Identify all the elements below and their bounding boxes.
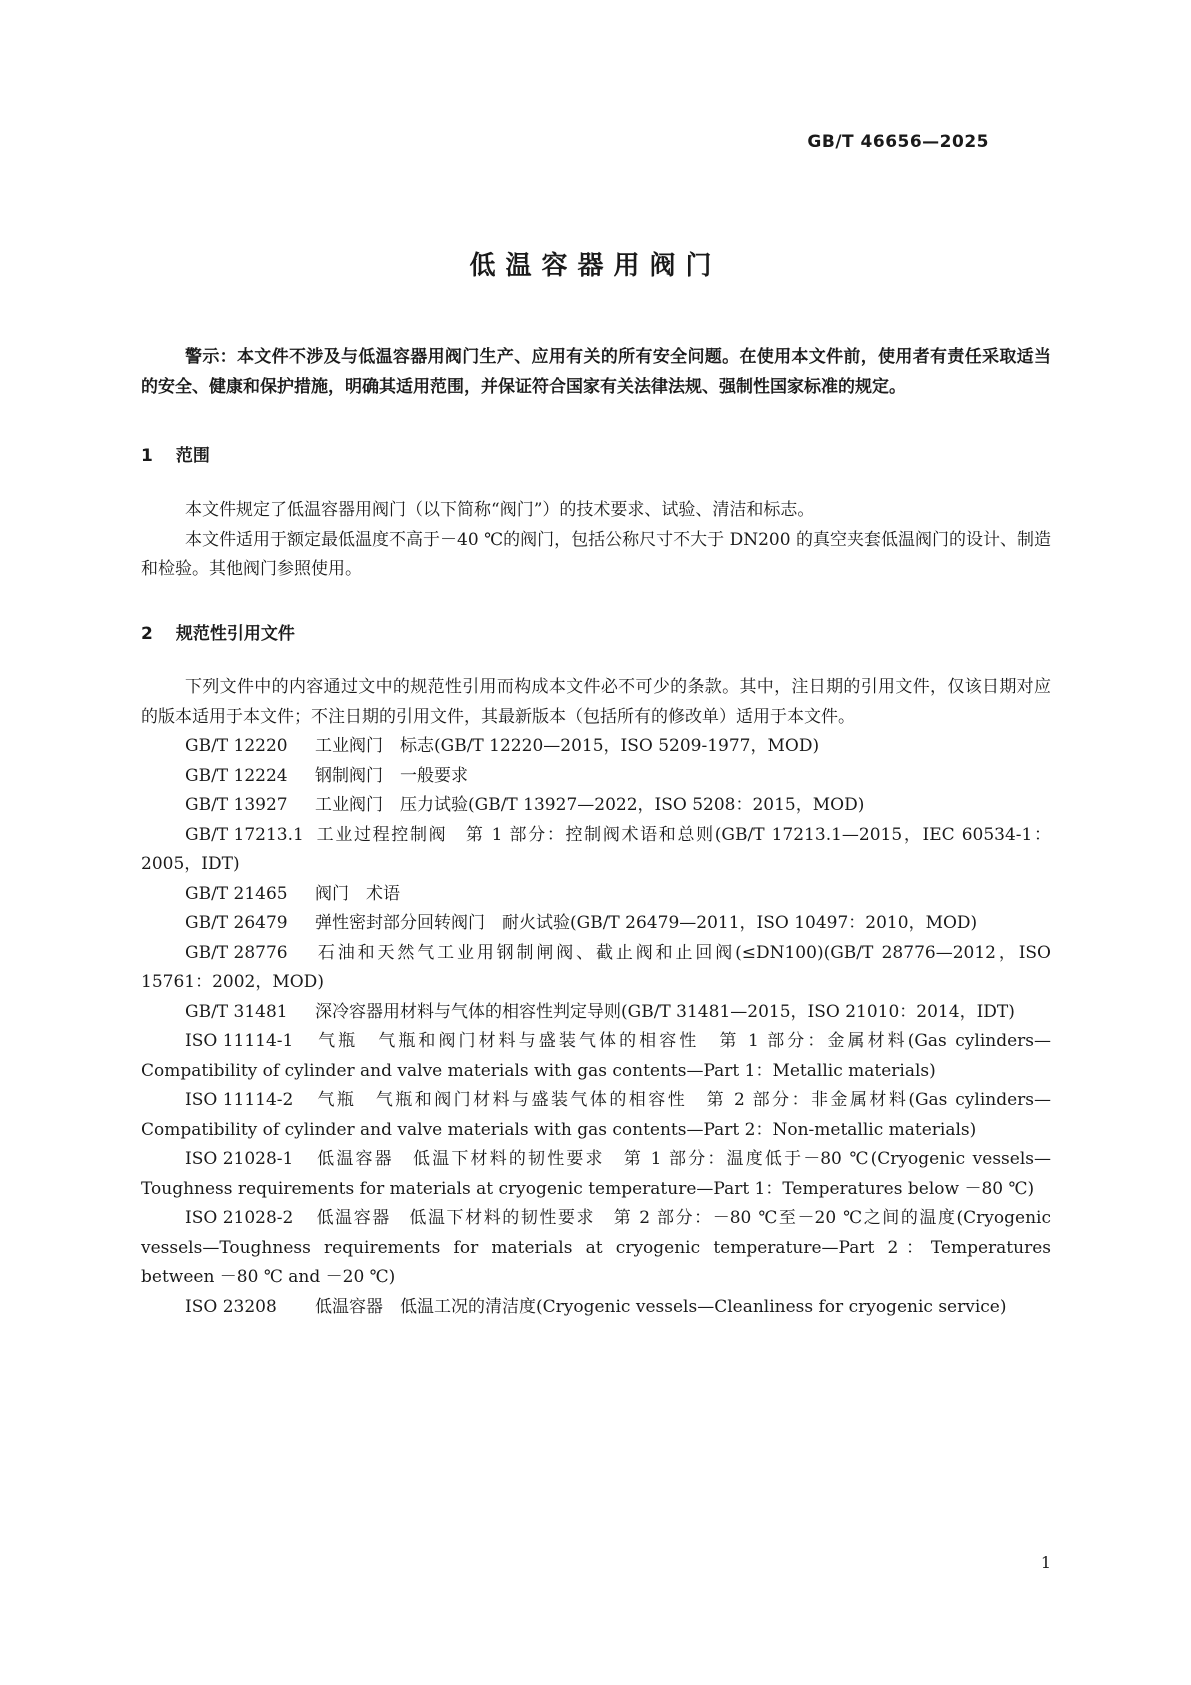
reference-entry <box>141 998 1051 1028</box>
reference-code: ISO 21028-2 <box>185 1208 294 1228</box>
safety-warning: 警示：本文件不涉及与低温容器用阀门生产、应用有关的所有安全问题。在使用本文件前，使用者有责任采取适当的安全、健康和保护措施，明确其适用范围，并保证符合国家有关法律法规、强制性国家标准的规定。 <box>141 347 1051 397</box>
page-number: 1 <box>1040 1553 1051 1572</box>
document-title: 低温容器用阀门 <box>469 251 722 281</box>
section-1-body <box>141 496 1051 585</box>
reference-entry <box>141 732 1051 762</box>
references-intro: 下列文件中的内容通过文中的规范性引用而构成本文件必不可少的条款。其中，注日期的引用文件，仅该日期对应的版本适用于本文件；不注日期的引用文件，其最新版本（包括所有的修改单）适用于本文件。 <box>141 677 1051 727</box>
section-1-title: 范围 <box>175 446 210 466</box>
scope-paragraph: 本文件适用于额定最低温度不高于－40 ℃的阀门，包括公称尺寸不大于 DN200 的真空夹套低温阀门的设计、制造和检验。其他阀门参照使用。 <box>141 529 1051 579</box>
scope-paragraph: 本文件规定了低温容器用阀门（以下简称“阀门”）的技术要求、试验、清洁和标志。 <box>185 500 815 520</box>
reference-entry <box>141 791 1051 821</box>
section-2-heading <box>141 619 295 644</box>
reference-title: 低温容器 低温工况的清洁度(Cryogenic vessels—Cleanliness for cryogenic service) <box>315 1296 1007 1317</box>
section-1-number: 1 <box>141 446 153 466</box>
reference-entry <box>141 880 1051 910</box>
reference-entry <box>141 762 1051 792</box>
reference-title: 石油和天然气工业用钢制闸阀、截止阀和止回阀(≤DN100)(GB/T 28776—2012，ISO 15761：2002，MOD) <box>141 942 1051 992</box>
reference-code: GB/T 12220 <box>185 736 288 756</box>
reference-code: ISO 11114-2 <box>185 1090 294 1110</box>
reference-title: 深冷容器用材料与气体的相容性判定导则(GB/T 31481—2015，ISO 21010：2014，IDT) <box>315 1001 1015 1022</box>
reference-title: 弹性密封部分回转阀门 耐火试验(GB/T 26479—2011，ISO 10497：2010，MOD) <box>315 913 978 933</box>
reference-title: 阀门 术语 <box>315 883 400 904</box>
reference-title: 工业过程控制阀 第 1 部分：控制阀术语和总则(GB/T 17213.1—2015，IEC 60534-1：2005，IDT) <box>141 824 1051 874</box>
reference-entry <box>141 1145 1051 1204</box>
reference-list <box>141 732 1051 1322</box>
reference-title: 气瓶 气瓶和阀门材料与盛装气体的相容性 第 2 部分：非金属材料(Gas cylinders—Compatibility of cylinder and valve materials with gas contents—Part 2：Non-metallic materials) <box>141 1090 1051 1140</box>
reference-entry <box>141 1027 1051 1086</box>
reference-code: GB/T 28776 <box>185 942 288 963</box>
reference-title: 工业阀门 标志(GB/T 12220—2015，ISO 5209-1977，MOD) <box>315 736 820 756</box>
reference-code: GB/T 31481 <box>185 1001 288 1022</box>
section-2-body <box>141 673 1051 1322</box>
section-2-number: 2 <box>141 624 153 644</box>
reference-entry <box>141 1086 1051 1145</box>
reference-code: ISO 21028-1 <box>185 1149 294 1169</box>
standard-code: GB/T 46656—2025 <box>807 132 989 152</box>
reference-title: 气瓶 气瓶和阀门材料与盛装气体的相容性 第 1 部分：金属材料(Gas cylinders—Compatibility of cylinder and valve materials with gas contents—Part 1：Metallic materials) <box>141 1031 1051 1081</box>
reference-entry <box>141 939 1051 998</box>
reference-code: GB/T 13927 <box>185 795 288 815</box>
reference-code: ISO 23208 <box>185 1296 277 1317</box>
reference-title: 钢制阀门 一般要求 <box>315 765 468 786</box>
reference-entry <box>141 1204 1051 1293</box>
reference-code: ISO 11114-1 <box>185 1031 294 1051</box>
reference-entry <box>141 821 1051 880</box>
reference-title: 工业阀门 压力试验(GB/T 13927—2022，ISO 5208：2015，MOD) <box>315 795 865 815</box>
reference-code: GB/T 17213.1 <box>185 824 304 845</box>
reference-title: 低温容器 低温下材料的韧性要求 第 1 部分：温度低于－80 ℃(Cryogenic vessels—Toughness requirements for materials at cryogenic temperature—Part 1：Temperatures below －80 ℃) <box>141 1149 1051 1199</box>
reference-code: GB/T 26479 <box>185 913 288 933</box>
reference-code: GB/T 21465 <box>185 883 288 904</box>
reference-code: GB/T 12224 <box>185 765 288 786</box>
reference-entry <box>141 1293 1051 1323</box>
section-2-title: 规范性引用文件 <box>175 624 295 644</box>
section-1-heading <box>141 441 210 466</box>
reference-title: 低温容器 低温下材料的韧性要求 第 2 部分：－80 ℃至－20 ℃之间的温度(Cryogenic vessels—Toughness requirements for materials at cryogenic temperature—Part 2：Temperatures between －80 ℃ and －20 ℃) <box>141 1208 1051 1287</box>
reference-entry <box>141 909 1051 939</box>
